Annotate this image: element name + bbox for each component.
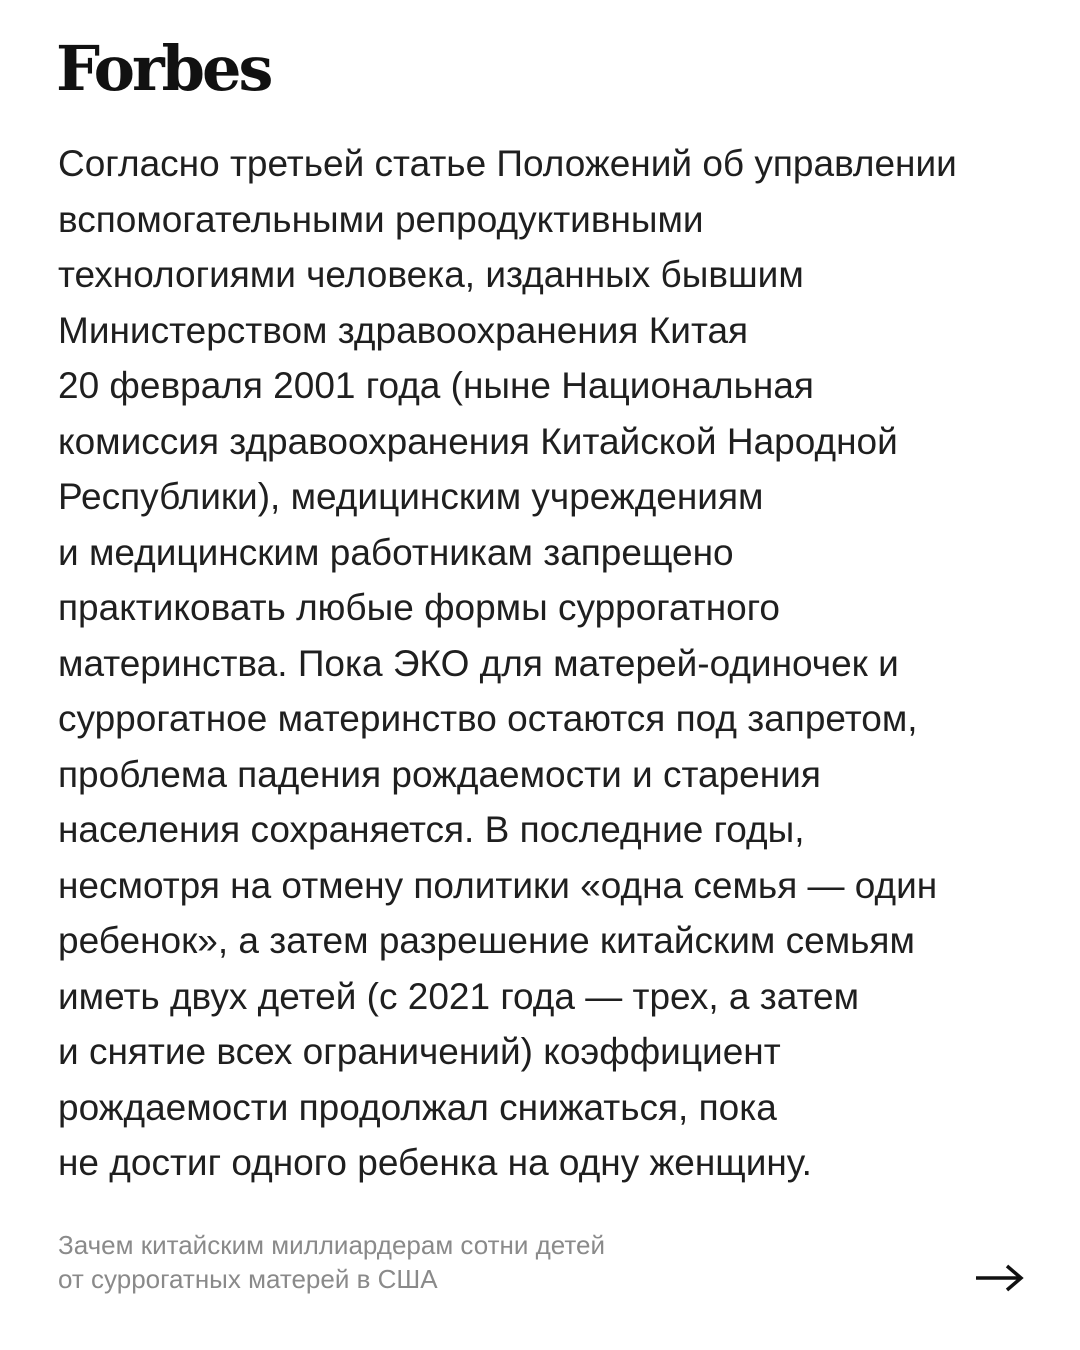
article-line: и медицинским работникам запрещено — [58, 531, 734, 573]
article-line: суррогатное материнство остаются под запретом, — [58, 698, 918, 739]
related-article-caption[interactable] — [58, 1228, 605, 1296]
article-line: несмотря на отмену политики «одна семья — один — [58, 864, 938, 906]
article-line: рождаемости продолжал снижаться, пока — [58, 1086, 777, 1128]
article-line: практиковать любые формы суррогатного — [58, 587, 780, 628]
forbes-logo: Forbes — [56, 32, 271, 105]
article-line: населения сохраняется. В последние годы, — [58, 809, 805, 850]
article-line: не достиг одного ребенка на одну женщину. — [58, 1142, 812, 1183]
article-line: ребенок», а затем разрешение китайским семьям — [58, 920, 915, 961]
article-line: иметь двух детей (с 2021 года — трех, а затем — [58, 975, 860, 1017]
caption-line: Зачем китайским миллиардерам сотни детей — [58, 1230, 605, 1260]
article-line: Республики), медицинским учреждениям — [58, 476, 764, 517]
article-line: и снятие всех ограничений) коэффициент — [58, 1031, 781, 1072]
article-line: Министерством здравоохранения Китая — [58, 309, 749, 351]
article-text — [58, 136, 1048, 1191]
article-line: 20 февраля 2001 года (ныне Национальная — [58, 365, 814, 406]
article-line: вспомогательными репродуктивными — [58, 198, 704, 240]
arrow-right-icon[interactable] — [974, 1262, 1026, 1294]
article-line: Согласно третьей статье Положений об управлении — [58, 143, 957, 184]
caption-line: от суррогатных матерей в США — [58, 1264, 438, 1294]
article-line: технологиями человека, изданных бывшим — [58, 254, 804, 295]
article-line: комиссия здравоохранения Китайской Народной — [58, 420, 898, 462]
article-line: проблема падения рождаемости и старения — [58, 753, 821, 795]
article-line: материнства. Пока ЭКО для матерей-одиночек и — [58, 642, 899, 684]
